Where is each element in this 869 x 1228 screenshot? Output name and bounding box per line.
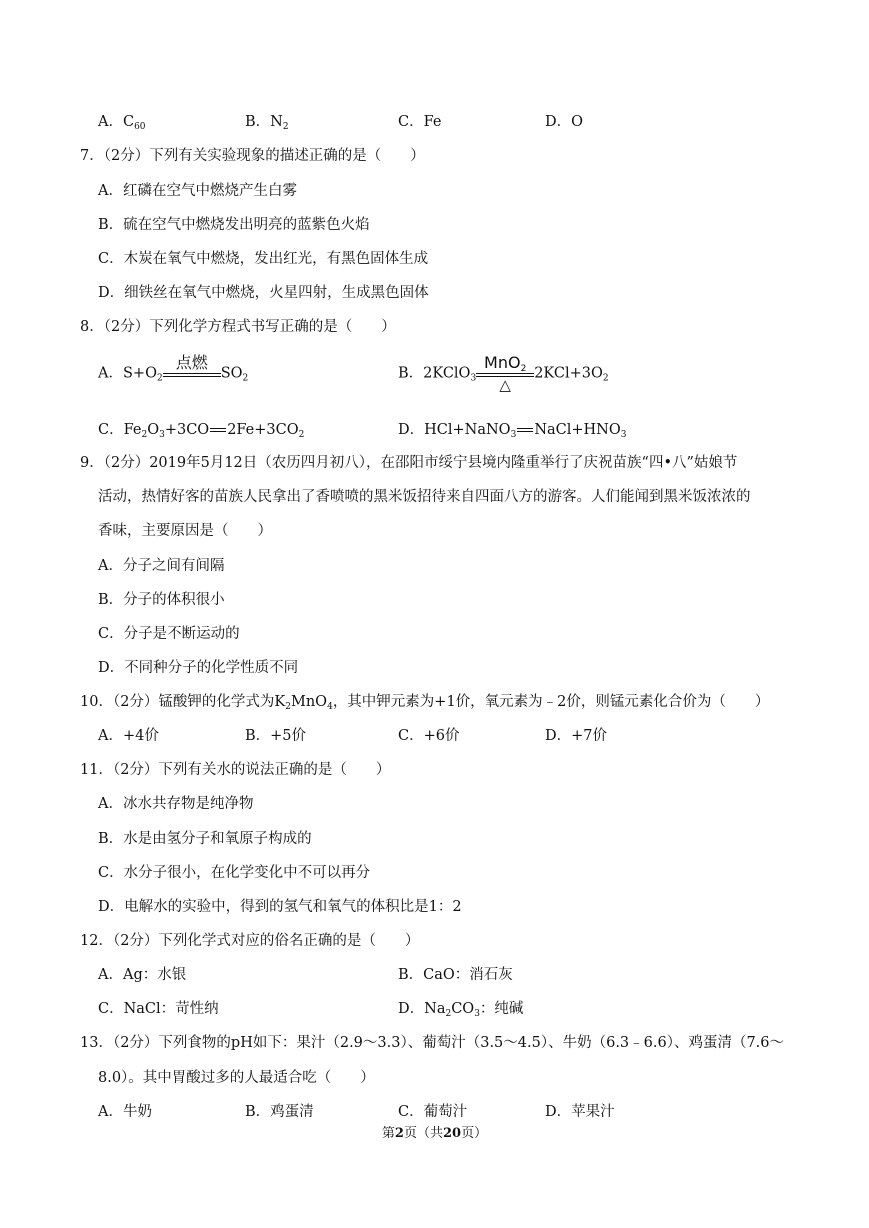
- q8-stem: 8．（2分）下列化学方程式书写正确的是（ ）: [80, 319, 396, 335]
- q9-stem-line-1: 9．（2分）2019年5月12日（农历四月初八），在邵阳市绥宁县境内隆重举行了庆祝苗族“四•八”姑娘节: [80, 455, 738, 471]
- q7-option-d: D．细铁丝在氧气中燃烧，火星四射，生成黑色固体: [98, 285, 429, 301]
- q10-option-b: B．+5价: [245, 728, 307, 744]
- q8-option-d: D．HCl+NaNO$_3$ $NaCl+HNO_3$: [398, 422, 627, 440]
- q12-option-d: D．$Na_2CO_3$：纯碱: [398, 1001, 524, 1019]
- q12-option-a: A．Ag：水银: [98, 967, 187, 983]
- q9-option-d: D．不同种分子的化学性质不同: [98, 660, 299, 676]
- q7-option-a: A．红磷在空气中燃烧产生白雾: [98, 183, 297, 199]
- q11-option-a: A．冰水共存物是纯净物: [98, 796, 254, 812]
- page-total: 20: [442, 1126, 462, 1141]
- page-number: 2: [394, 1126, 404, 1141]
- q9-option-c: C．分子是不断运动的: [98, 626, 240, 642]
- q13-stem-line-2: 8.0）。其中胃酸过多的人最适合吃（ ）: [98, 1070, 375, 1086]
- q6-option-a: A．$C_{60}$: [98, 114, 146, 132]
- q9-option-a: A．分子之间有间隔: [98, 558, 225, 574]
- q11-option-d: D．电解水的实验中，得到的氢气和氧气的体积比是1：2: [98, 899, 462, 915]
- q6-option-c: C．Fe: [398, 114, 442, 130]
- reaction-condition: 点燃: [163, 354, 221, 393]
- q10-option-c: C．+6价: [398, 728, 460, 744]
- q11-stem: 11．（2分）下列有关水的说法正确的是（ ）: [80, 762, 391, 778]
- q13-stem-line-1: 13．（2分）下列食物的pH如下：果汁（2.9～3.3）、葡萄汁（3.5～4.5）、牛奶（6.3﹣6.6）、鸡蛋清（7.6～: [80, 1035, 785, 1051]
- q10-stem: 10．（2分）锰酸钾的化学式为$K_2MnO_4$，其中钾元素为+1价，氧元素为﹣2价，则锰元素化合价为（ ）: [80, 694, 770, 712]
- q9-stem-line-2: 活动，热情好客的苗族人民拿出了香喷喷的黑米饭招待来自四面八方的游客。人们能闻到黑米饭浓浓的: [98, 489, 751, 505]
- q7-stem: 7．（2分）下列有关实验现象的描述正确的是（ ）: [80, 148, 425, 164]
- q6-option-b: B．$N_2$: [245, 114, 289, 132]
- q7-option-c: C．木炭在氧气中燃烧，发出红光，有黑色固体生成: [98, 251, 429, 267]
- equals-sign: [210, 428, 226, 432]
- q8-option-a: A．$S+O_2$ 点燃 $SO_2$: [98, 354, 248, 393]
- q7-option-b: B．硫在空气中燃烧发出明亮的蓝紫色火焰: [98, 217, 370, 233]
- q13-option-a: A．牛奶: [98, 1104, 152, 1120]
- q6-option-d: D．O: [545, 114, 584, 130]
- equals-sign: [517, 428, 533, 432]
- q10-option-a: A．+4价: [98, 728, 159, 744]
- q11-option-c: C．水分子很小，在化学变化中不可以再分: [98, 865, 371, 881]
- reaction-condition: MnO$_2$ △: [476, 354, 534, 393]
- q8-option-c: C．$Fe_2O_3+3CO$ $2Fe+3CO_2$: [98, 422, 305, 440]
- q8-option-b: B．2KClO$_3$ MnO$_2$ △ $2KCl+3O_2$: [398, 353, 609, 394]
- q9-option-b: B．分子的体积很小: [98, 592, 225, 608]
- q12-option-c: C．NaCl：苛性纳: [98, 1001, 219, 1017]
- q13-option-b: B．鸡蛋清: [245, 1104, 314, 1120]
- q10-option-d: D．+7价: [545, 728, 608, 744]
- q9-stem-line-3: 香味，主要原因是（ ）: [98, 523, 272, 539]
- q13-option-d: D．苹果汁: [545, 1104, 615, 1120]
- q12-option-b: B．CaO：消石灰: [398, 967, 513, 983]
- page-footer: 第2页（共20页）: [381, 1126, 488, 1141]
- q12-stem: 12．（2分）下列化学式对应的俗名正确的是（ ）: [80, 933, 420, 949]
- q13-option-c: C．葡萄汁: [398, 1104, 468, 1120]
- q11-option-b: B．水是由氢分子和氧原子构成的: [98, 831, 312, 847]
